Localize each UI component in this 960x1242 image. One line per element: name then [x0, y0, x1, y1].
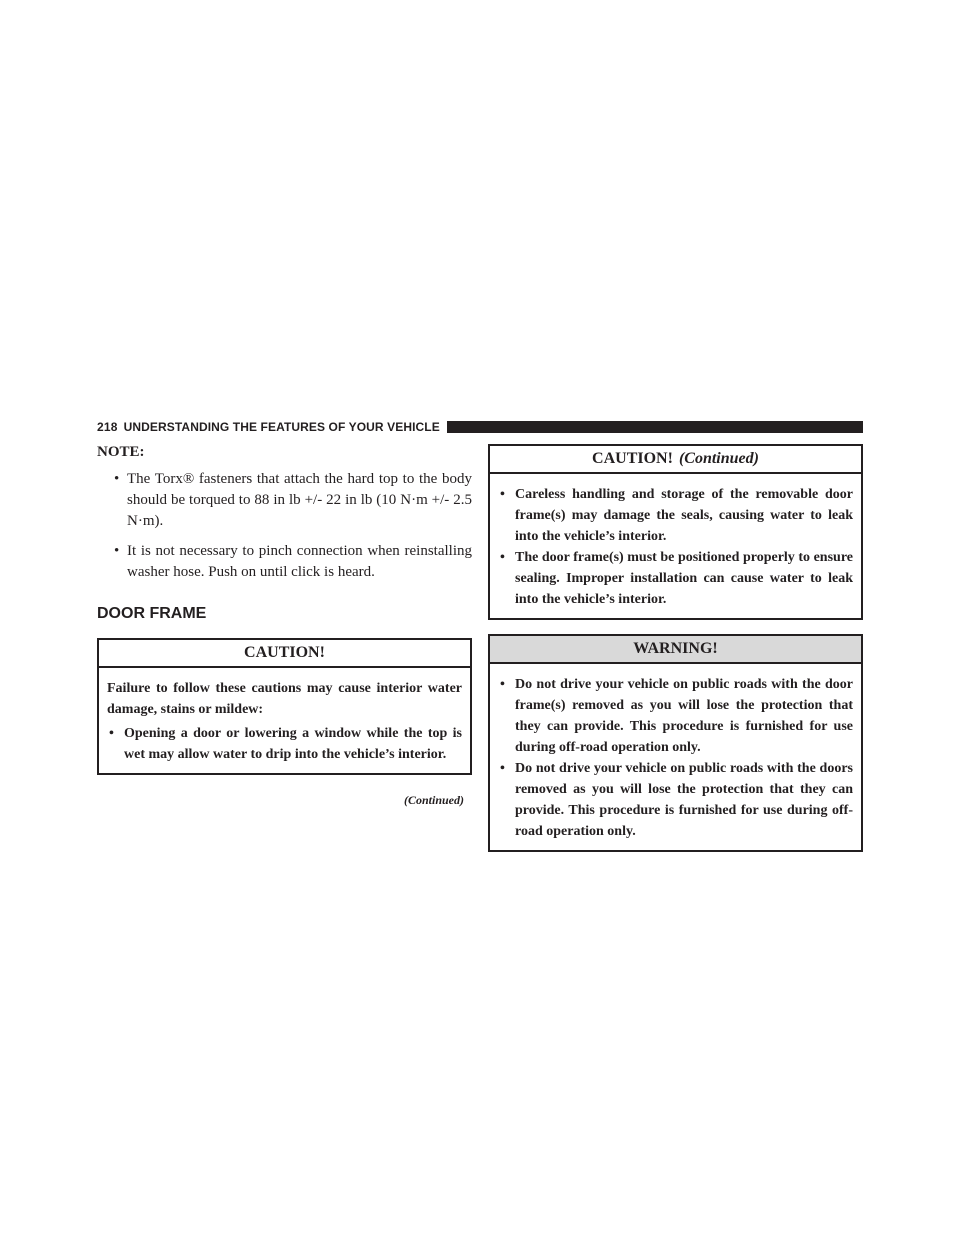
- spacer: [488, 620, 863, 634]
- warning-title: [490, 636, 861, 664]
- caution-intro: Failure to follow these cautions may cause interior water damage, stains or mildew:: [107, 681, 462, 717]
- caution-continued-title-text: CAUTION!: [592, 450, 673, 467]
- bullet-icon: •: [500, 487, 505, 502]
- note-item: [97, 541, 472, 583]
- bullet-icon: •: [114, 543, 120, 559]
- warning-list: [498, 674, 853, 842]
- warning-item-text: Do not drive your vehicle on public roads with the doors removed as you will lose the protection that they can provide. This procedure is furnished for use during off-road operation only.: [515, 761, 853, 839]
- caution-continued-item: [498, 484, 853, 547]
- note-list: [97, 469, 472, 583]
- caution-title-text: CAUTION!: [244, 644, 325, 661]
- bullet-icon: •: [114, 471, 120, 487]
- caution-continued-body: [490, 474, 861, 618]
- warning-item: [498, 758, 853, 842]
- header-rule: [447, 421, 863, 433]
- note-item-text: The Torx® fasteners that attach the hard top to the body should be torqued to 88 in lb +/- 22 in lb (10 N·m +/- 2.5 N·m).: [127, 471, 472, 529]
- warning-box: [488, 634, 863, 852]
- caution-title: [99, 640, 470, 668]
- warning-item-text: Do not drive your vehicle on public roads with the door frame(s) removed as you will lose the protection that they can provide. This procedure is furnished for use during off-road operation only.: [515, 677, 853, 755]
- caution-continued-item: [498, 547, 853, 610]
- bullet-icon: •: [109, 726, 114, 741]
- note-label: NOTE:: [97, 444, 145, 460]
- bullet-icon: •: [500, 677, 505, 692]
- page-header: [97, 419, 863, 435]
- caution-item: [107, 723, 462, 765]
- continued-label: (Continued): [403, 793, 464, 807]
- caution-continued-item-text: The door frame(s) must be positioned properly to ensure sealing. Improper installation can cause water to leak into the vehicle’s interior.: [515, 550, 853, 607]
- bullet-icon: •: [500, 761, 505, 776]
- caution-body: [99, 668, 470, 773]
- section-title: UNDERSTANDING THE FEATURES OF YOUR VEHICLE: [123, 420, 440, 434]
- caution-list: [107, 723, 462, 765]
- note-item: [97, 469, 472, 532]
- note-item-text: It is not necessary to pinch connection when reinstalling washer hose. Push on until click is heard.: [127, 543, 472, 580]
- caution-box: [97, 638, 472, 775]
- caution-item-text: Opening a door or lowering a window while the top is wet may allow water to drip into the vehicle’s interior.: [124, 726, 462, 762]
- caution-continued-box: [488, 444, 863, 620]
- warning-body: [490, 664, 861, 850]
- warning-title-text: WARNING!: [633, 640, 718, 657]
- caution-continued-item-text: Careless handling and storage of the removable door frame(s) may damage the seals, causing water to leak into the vehicle’s interior.: [515, 487, 853, 544]
- right-column: [488, 444, 863, 852]
- caution-continued-list: [498, 484, 853, 610]
- continued-suffix: (Continued): [678, 450, 759, 467]
- left-column: [97, 444, 472, 808]
- caution-continued-title: [490, 446, 861, 474]
- page-number: 218: [97, 420, 118, 434]
- warning-item: [498, 674, 853, 758]
- door-frame-heading: DOOR FRAME: [97, 605, 207, 622]
- bullet-icon: •: [500, 550, 505, 565]
